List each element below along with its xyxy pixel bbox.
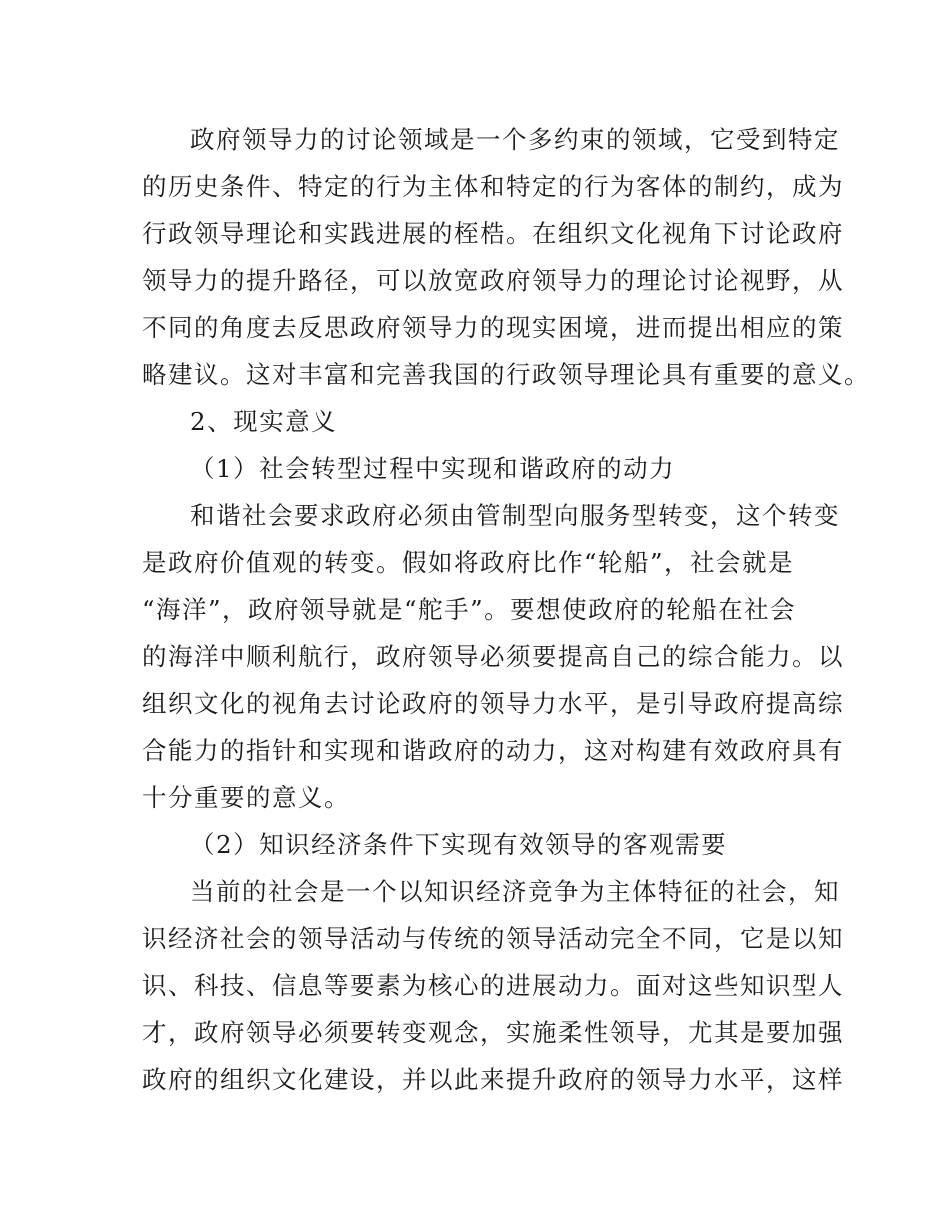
paragraph-line: 政府的组织文化建设，并以此来提升政府的领导力水平，这样 (142, 1065, 844, 1094)
paragraph-line: 和谐社会要求政府必须由管制型向服务型转变，这个转变 (190, 501, 840, 530)
paragraph-line: 识经济社会的领导活动与传统的领导活动完全不同，它是以知 (142, 924, 844, 953)
paragraph-line: 合能力的指针和实现和谐政府的动力，这对构建有效政府具有 (142, 736, 844, 765)
paragraph-line: 政府领导力的讨论领域是一个多约束的领域，它受到特定 (190, 125, 840, 154)
paragraph-line: 十分重要的意义。 (142, 783, 350, 812)
paragraph-line: 当前的社会是一个以知识经济竞争为主体特征的社会，知 (190, 877, 840, 906)
paragraph-line: 识、科技、信息等要素为核心的进展动力。面对这些知识型人 (142, 971, 844, 1000)
paragraph-line: 不同的角度去反思政府领导力的现实困境，进而提出相应的策 (142, 313, 844, 342)
subsection-heading: （2）知识经济条件下实现有效领导的客观需要 (190, 830, 728, 859)
subsection-heading: （1）社会转型过程中实现和谐政府的动力 (190, 454, 676, 483)
paragraph-line: “海洋”，政府领导就是“舵手”。要想使政府的轮船在社会 (142, 595, 797, 624)
paragraph-line: 组织文化的视角去讨论政府的领导力水平，是引导政府提高综 (142, 689, 844, 718)
paragraph-line: 的海洋中顺利航行，政府领导必须要提高自己的综合能力。以 (142, 642, 844, 671)
paragraph-line: 略建议。这对丰富和完善我国的行政领导理论具有重要的意义。 (142, 360, 870, 389)
paragraph-line: 是政府价值观的转变。假如将政府比作“轮船”，社会就是 (142, 548, 795, 577)
section-heading: 2、现实意义 (190, 407, 338, 436)
paragraph-line: 领导力的提升路径，可以放宽政府领导力的理论讨论视野，从 (142, 266, 844, 295)
paragraph-line: 行政领导理论和实践进展的桎梏。在组织文化视角下讨论政府 (142, 219, 844, 248)
paragraph-line: 的历史条件、特定的行为主体和特定的行为客体的制约，成为 (142, 172, 844, 201)
paragraph-line: 才，政府领导必须要转变观念，实施柔性领导，尤其是要加强 (142, 1018, 844, 1047)
